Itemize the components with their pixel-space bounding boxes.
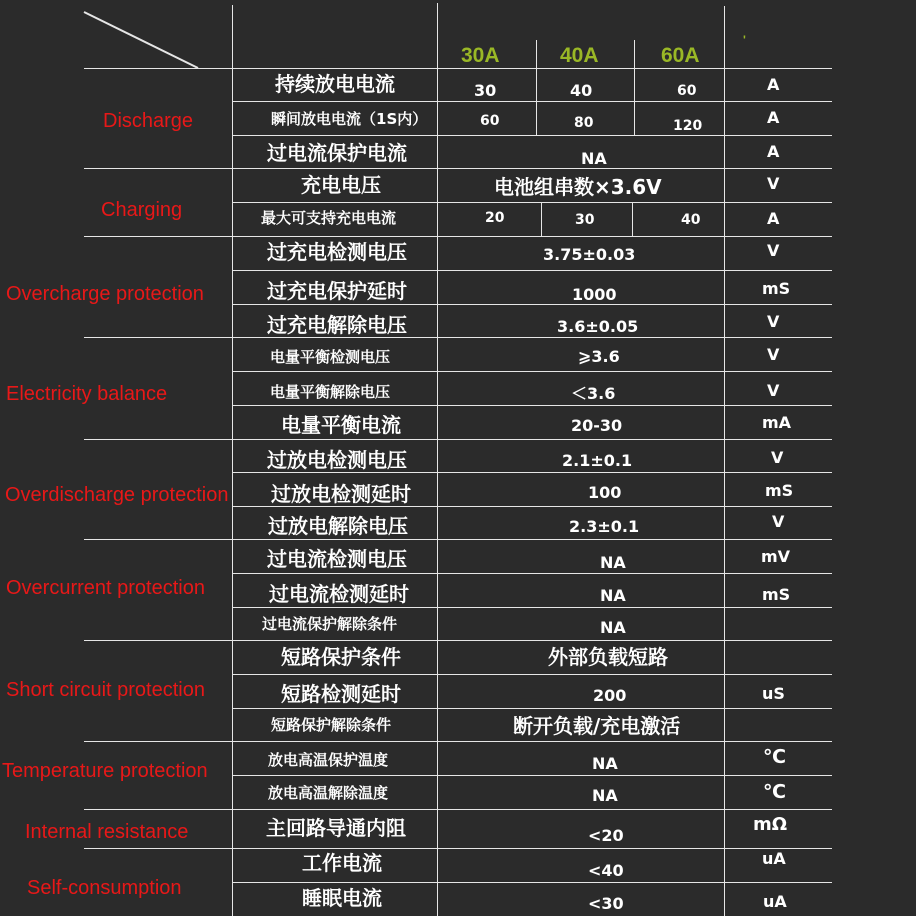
- param-label: 电量平衡检测电压: [270, 348, 391, 366]
- grid-hline-overdischarge-end: [84, 539, 832, 540]
- grid-hline-row: [232, 882, 832, 883]
- category-overcurrent: Overcurrent protection: [6, 577, 205, 599]
- value-cell: 断开负载/充电激活: [513, 714, 681, 738]
- unit-label: uS: [762, 684, 785, 703]
- grid-hline-balance-end: [84, 439, 832, 440]
- value-cell: 3.6±0.05: [557, 317, 639, 336]
- header-40a: 40A: [560, 44, 599, 67]
- value-cell: 2.1±0.1: [562, 451, 633, 470]
- unit-label: A: [767, 108, 780, 127]
- grid-hline-resistance-end: [84, 848, 832, 849]
- value-cell: <20: [588, 826, 624, 845]
- grid-hline-short-end: [84, 741, 832, 742]
- grid-hline-row: [232, 101, 832, 102]
- category-temperature: Temperature protection: [2, 760, 208, 782]
- grid-hline-row: [232, 202, 832, 203]
- grid-hline-discharge-end: [84, 168, 832, 169]
- value-60a: 60: [677, 83, 697, 99]
- param-label: 过放电检测延时: [271, 482, 411, 506]
- unit-label: V: [772, 512, 785, 531]
- grid-hline-row: [232, 304, 832, 305]
- unit-label: uA: [763, 892, 787, 911]
- unit-label: V: [767, 345, 780, 364]
- unit-label: mS: [762, 585, 791, 604]
- grid-hline-row: [232, 607, 832, 608]
- param-label: 短路保护解除条件: [271, 716, 392, 734]
- param-label: 短路检测延时: [281, 682, 401, 706]
- category-self-consumption: Self-consumption: [27, 877, 182, 899]
- value-cell: NA: [592, 786, 618, 805]
- value-cell: 3.75±0.03: [543, 245, 636, 264]
- grid-vline-30a-40a: [536, 40, 537, 136]
- grid-vline-param-left: [232, 5, 233, 916]
- param-label: 过电流检测延时: [269, 582, 409, 606]
- param-label: 瞬间放电电流（1S内）: [271, 110, 428, 128]
- grid-vline-unit-left: [724, 6, 725, 916]
- param-label: 过放电检测电压: [267, 448, 407, 472]
- value-cell: 20-30: [571, 416, 623, 435]
- param-label: 充电电压: [301, 173, 381, 197]
- category-short-circuit: Short circuit protection: [6, 679, 205, 701]
- value-cell: NA: [592, 754, 618, 773]
- value-cell: <30: [588, 894, 624, 913]
- value-cell: 外部负载短路: [548, 645, 668, 669]
- unit-label: mΩ: [753, 814, 788, 835]
- value-40a: 30: [575, 212, 595, 228]
- unit-label: V: [767, 312, 780, 331]
- param-label: 过电流保护解除条件: [262, 615, 398, 633]
- value-cell: 1000: [572, 285, 617, 304]
- unit-label: V: [767, 241, 780, 260]
- grid-hline-top: [84, 68, 832, 69]
- unit-label: V: [767, 174, 780, 193]
- value-40a: 40: [570, 81, 593, 100]
- value-cell: 200: [593, 686, 627, 705]
- value-30a: 60: [480, 113, 500, 129]
- param-label: 电量平衡电流: [281, 413, 401, 437]
- value-cell: NA: [600, 618, 626, 637]
- param-label: 工作电流: [302, 851, 382, 875]
- grid-hline-row: [232, 371, 832, 372]
- category-internal-resistance: Internal resistance: [25, 821, 189, 843]
- category-overcharge: Overcharge protection: [6, 283, 204, 305]
- grid-hline-row: [232, 708, 832, 709]
- param-label: 放电高温解除温度: [268, 784, 389, 802]
- unit-label: ℃: [763, 781, 787, 803]
- grid-hline-row: [232, 775, 832, 776]
- grid-hline-row: [232, 573, 832, 574]
- value-cell: ⩾3.6: [578, 347, 620, 366]
- unit-label: ℃: [763, 746, 787, 768]
- unit-label: uA: [762, 849, 786, 868]
- value-60a: 120: [673, 118, 703, 134]
- value-cell: 100: [588, 483, 622, 502]
- value-30a: 30: [474, 81, 497, 100]
- grid-vline-charge-40a-60a: [632, 202, 633, 236]
- grid-hline-row: [232, 674, 832, 675]
- param-label: 持续放电电流: [275, 72, 395, 96]
- grid-hline-row: [232, 405, 832, 406]
- param-label: 过电流保护电流: [267, 141, 407, 165]
- value-cell: NA: [600, 586, 626, 605]
- grid-vline-40a-60a: [634, 40, 635, 136]
- unit-label: mS: [765, 481, 794, 500]
- value-cell: NA: [581, 149, 607, 168]
- header-30a: 30A: [461, 44, 500, 67]
- unit-label: V: [771, 448, 784, 467]
- param-label: 过电流检测电压: [267, 547, 407, 571]
- param-label: 过充电检测电压: [267, 240, 407, 264]
- grid-hline-row: [232, 472, 832, 473]
- value-cell: 2.3±0.1: [569, 517, 640, 536]
- param-label: 过充电保护延时: [267, 279, 407, 303]
- grid-hline-overcharge-end: [84, 337, 832, 338]
- value-30a: 20: [485, 210, 505, 226]
- unit-label: mS: [762, 279, 791, 298]
- param-label: 主回路导通内阻: [266, 816, 406, 840]
- unit-label: A: [767, 209, 780, 228]
- unit-label: V: [767, 381, 780, 400]
- param-label: 最大可支持充电电流: [261, 209, 397, 227]
- grid-hline-charging-end: [84, 236, 832, 237]
- unit-label: A: [767, 75, 780, 94]
- header-60a: 60A: [661, 44, 700, 67]
- grid-hline-overcurrent-end: [84, 640, 832, 641]
- grid-hline-row: [232, 506, 832, 507]
- grid-hline-temperature-end: [84, 809, 832, 810]
- value-40a: 80: [574, 115, 594, 131]
- grid-vline-value-left: [437, 3, 438, 916]
- category-overdischarge: Overdischarge protection: [5, 484, 229, 506]
- param-label: 过放电解除电压: [268, 514, 408, 538]
- unit-label: mA: [762, 413, 792, 432]
- value-cell: <40: [588, 861, 624, 880]
- param-label: 电量平衡解除电压: [270, 383, 391, 401]
- value-cell: 电池组串数×3.6V: [494, 175, 662, 199]
- param-label: 过充电解除电压: [267, 313, 407, 337]
- category-balance: Electricity balance: [6, 383, 168, 405]
- unit-label: mV: [761, 547, 791, 566]
- value-60a: 40: [681, 212, 701, 228]
- value-cell: NA: [600, 553, 626, 572]
- category-charging: Charging: [101, 199, 183, 221]
- grid-hline-row: [232, 135, 832, 136]
- header-mark: ': [743, 33, 746, 47]
- param-label: 短路保护条件: [281, 645, 401, 669]
- category-discharge: Discharge: [103, 110, 194, 132]
- unit-label: A: [767, 142, 780, 161]
- param-label: 睡眠电流: [302, 886, 382, 910]
- grid-hline-row: [232, 270, 832, 271]
- grid-vline-charge-30a-40a: [541, 202, 542, 236]
- param-label: 放电高温保护温度: [268, 751, 389, 769]
- value-cell: ＜3.6: [571, 384, 616, 403]
